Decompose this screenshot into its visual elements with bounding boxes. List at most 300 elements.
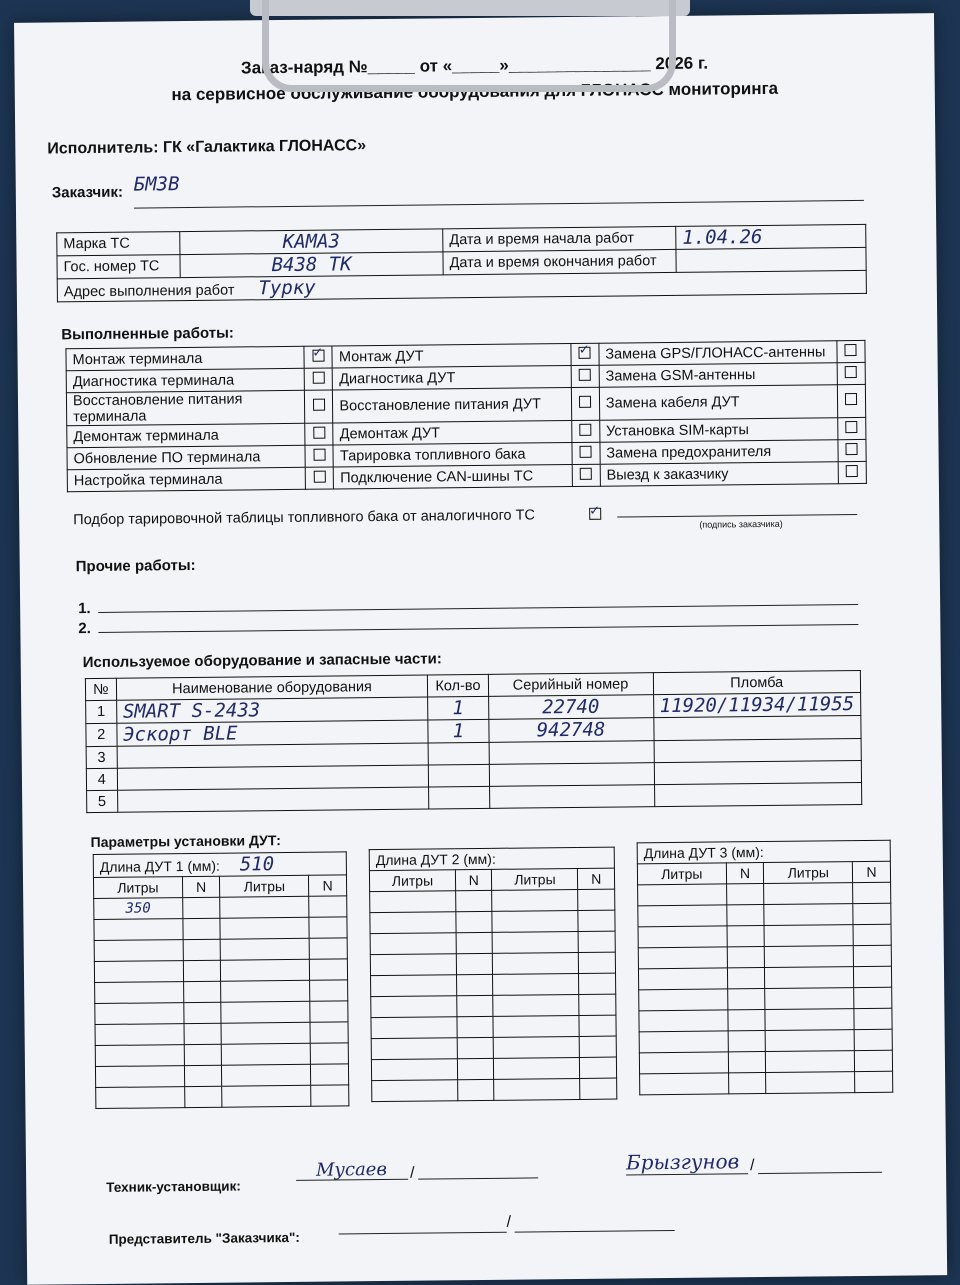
- equipment-header: Кол-во: [428, 674, 488, 697]
- dut-cell[interactable]: [94, 919, 183, 941]
- dut-cell[interactable]: [370, 891, 456, 913]
- other-item-1: 1.: [78, 600, 91, 618]
- dut-cell[interactable]: [309, 917, 347, 938]
- equipment-cell[interactable]: [117, 787, 429, 812]
- dut-cell[interactable]: [95, 1045, 184, 1067]
- dut-cell[interactable]: [309, 959, 347, 980]
- equipment-cell[interactable]: 22740: [488, 695, 653, 720]
- equipment-cell: 3: [86, 746, 117, 768]
- dut-cell[interactable]: [854, 1029, 892, 1050]
- dut-cell[interactable]: [579, 1015, 616, 1036]
- equipment-cell[interactable]: [428, 742, 488, 765]
- work-label: Выезд к заказчику: [600, 462, 838, 486]
- dut-row: [638, 903, 891, 927]
- dut-cell[interactable]: [639, 989, 728, 1011]
- dut-row: [639, 1008, 892, 1032]
- work-checkbox[interactable]: [580, 445, 592, 457]
- work-checkbox-cell: [838, 439, 866, 461]
- equipment-cell[interactable]: [653, 715, 861, 740]
- work-label: Замена GSM-антенны: [599, 363, 837, 387]
- work-order-sheet: Заказ-наряд №_____ от «_____»_______________ 2026 г. на сервисное обслуживание оборудования для ГЛОНАСС мониторинга Исполнитель: ГК «Галактика ГЛОНАСС» Заказчик: БМЗВ Марка ТС КАМАЗ Дата и время начала работ 1.04.26 Гос. номер ТС В438 ТК Дата и время окончания работ Адрес выполнения работ Турку Выполненные работы: Монтаж терминала ✓ Монтаж ДУТ ✓ Замена GPS/ГЛОНАСС-антенны Диагностика терминала Диагностика ДУТ Замена GSM-антенны Восстановление питания терминала Восстановление питания ДУТ Замена кабеля ДУТ Демонтаж терминала Демонтаж ДУТ Установка SIM-карты Обновление ПО терминала Тарировка топливного бака Замена предохранителя Настройка терминала Подключение CAN-шины ТС Выезд к заказчику Подбор тарировочной таблицы топливного бака от аналогичного ТС ✓ (подпись заказчика) Прочие работы: 1. 2. Используемое оборудование и запасные части: № Наименование оборудования Кол-во Серийный номер Пломба 1 SMART S-2433 1 22740 11920/11934/11955 2 Эскорт BLE 1 942748 3 4 5 Параметры установки ДУТ: Длина ДУТ 1 (мм): 510 Литры N Литры N 350 Длина ДУТ 2 (мм): Литры N Литры N Длина ДУТ 3 (мм): Литры N Литры N Техник-установщик: Мусаев / Брызгунов / Представитель "Заказчика": /: [14, 13, 947, 1285]
- dut-cell[interactable]: [182, 897, 220, 918]
- dut-row: [95, 980, 348, 1004]
- work-checkbox[interactable]: [845, 366, 857, 378]
- dut-cell[interactable]: [765, 988, 854, 1010]
- vehicle-info-table: [56, 224, 867, 302]
- dut-cell[interactable]: [94, 940, 183, 962]
- equipment-header: Серийный номер: [488, 673, 653, 697]
- dut-row: [94, 938, 347, 962]
- dut-length-text: Длина ДУТ 3 (мм):: [643, 844, 764, 862]
- dut-cell[interactable]: [580, 1036, 617, 1057]
- dut-cell[interactable]: [578, 931, 615, 952]
- work-checkbox-cell: [837, 340, 865, 362]
- dut-cell[interactable]: [371, 975, 457, 997]
- dut-cell[interactable]: [494, 1036, 580, 1058]
- equipment-cell[interactable]: [117, 765, 429, 790]
- dut-column-header: Литры: [93, 877, 182, 899]
- dut-cell[interactable]: [309, 938, 347, 959]
- equipment-cell[interactable]: Эскорт BLE: [117, 720, 429, 746]
- dut-cell[interactable]: [727, 989, 765, 1010]
- dut-length-label: [637, 840, 890, 864]
- dut-cell[interactable]: [183, 1002, 221, 1023]
- dut-cell[interactable]: [95, 1003, 184, 1025]
- dut-cell[interactable]: [638, 947, 727, 969]
- executor-row: [47, 137, 366, 158]
- dut-cell[interactable]: [309, 896, 347, 917]
- dut-row: [371, 973, 616, 997]
- dut-cell[interactable]: [311, 1064, 349, 1085]
- dut-cell[interactable]: [310, 1043, 348, 1064]
- equipment-cell: 4: [86, 768, 117, 790]
- work-checkbox[interactable]: [313, 371, 325, 383]
- dut-cell[interactable]: [183, 960, 221, 981]
- equipment-cell[interactable]: [489, 785, 654, 809]
- work-checkbox[interactable]: [579, 346, 591, 358]
- work-label: Демонтаж терминала: [67, 423, 306, 447]
- dut-row: [370, 889, 615, 913]
- dut-cell[interactable]: [580, 1057, 617, 1078]
- order-subtitle: на сервисное обслуживание оборудования для ГЛОНАСС мониторинга: [171, 78, 779, 105]
- dut-cell[interactable]: [493, 952, 579, 974]
- work-checkbox-cell: [305, 368, 333, 390]
- dut-cell[interactable]: [493, 1015, 579, 1037]
- dut-cell[interactable]: [458, 1079, 495, 1100]
- work-checkbox-cell: [306, 467, 334, 489]
- customer-underline: [134, 200, 864, 209]
- dut-cell[interactable]: [371, 996, 457, 1018]
- dut-cell[interactable]: [578, 910, 615, 931]
- works-title: Выполненные работы:: [61, 324, 234, 344]
- work-label: Замена предохранителя: [600, 440, 838, 464]
- dut-cell[interactable]: [456, 932, 493, 953]
- equipment-cell[interactable]: [654, 738, 862, 762]
- work-checkbox[interactable]: [580, 467, 592, 479]
- work-label: Замена кабеля ДУТ: [599, 385, 837, 420]
- dut-cell[interactable]: [728, 1010, 766, 1031]
- dut-row: [370, 952, 615, 976]
- work-checkbox-cell: [837, 362, 865, 384]
- work-checkbox[interactable]: [846, 421, 858, 433]
- work-checkbox-cell: [304, 346, 332, 368]
- work-checkbox[interactable]: [579, 396, 591, 408]
- work-checkbox-cell: [571, 343, 599, 365]
- dut-cell[interactable]: [638, 926, 727, 948]
- dut-cell[interactable]: [184, 1023, 222, 1044]
- tech-sign-line-2: [758, 1172, 882, 1174]
- dut-row: [94, 917, 347, 941]
- plate-label: Гос. номер ТС: [57, 255, 180, 279]
- dut-cell[interactable]: [638, 968, 727, 990]
- dut-cell[interactable]: [222, 1043, 311, 1065]
- order-title: Заказ-наряд №_____ от «_____»_______________ 2026 г.: [240, 53, 709, 78]
- work-checkbox-cell: [837, 384, 865, 417]
- dut-cell[interactable]: [726, 884, 764, 905]
- rep-line-1[interactable]: [339, 1232, 507, 1235]
- dut1-table: [93, 851, 350, 1109]
- dut-cell[interactable]: [494, 1078, 580, 1100]
- dut-row: [638, 945, 891, 969]
- equipment-cell[interactable]: [117, 743, 429, 768]
- equipment-header: №: [85, 678, 116, 700]
- dut-cell[interactable]: [94, 961, 183, 983]
- tech-label: Техник-установщик:: [106, 1178, 241, 1195]
- work-label: Тарировка топливного бака: [333, 443, 572, 467]
- dut-cell[interactable]: [638, 905, 727, 927]
- dut-row: [370, 931, 615, 955]
- dut-row: [638, 882, 891, 906]
- dut-cell[interactable]: [728, 1052, 766, 1073]
- equipment-cell[interactable]: [489, 741, 654, 765]
- equipment-cell[interactable]: [654, 782, 862, 806]
- work-checkbox[interactable]: [313, 448, 325, 460]
- equipment-cell[interactable]: [429, 786, 489, 809]
- dut-cell[interactable]: [221, 1022, 310, 1044]
- equipment-cell: 2: [86, 723, 117, 746]
- dut-cell[interactable]: [371, 1017, 457, 1039]
- equipment-title: Используемое оборудование и запасные части:: [82, 650, 442, 672]
- address-label: Адрес выполнения работ: [63, 282, 235, 301]
- dut-column-header: Литры: [492, 868, 578, 890]
- dut-row: [371, 1015, 616, 1039]
- dut-column-header: Литры: [764, 862, 853, 884]
- dut-cell[interactable]: [183, 981, 221, 1002]
- dut-cell[interactable]: [728, 1031, 766, 1052]
- dut-cell[interactable]: [765, 925, 854, 947]
- dut-column-header: Литры: [369, 870, 455, 892]
- tariff-checkbox[interactable]: [589, 508, 601, 520]
- work-checkbox-cell: [838, 461, 866, 483]
- dut-cell[interactable]: [492, 889, 578, 911]
- dut-cell[interactable]: [370, 933, 456, 955]
- work-checkbox-cell: [838, 417, 866, 439]
- dut-length-value[interactable]: 510: [239, 853, 275, 876]
- other-item-2: 2.: [78, 620, 91, 638]
- start-label: Дата и время начала работ: [443, 226, 676, 251]
- plate-value[interactable]: В438 ТК: [180, 252, 443, 278]
- work-checkbox[interactable]: [313, 399, 325, 411]
- work-label: Демонтаж ДУТ: [333, 421, 572, 445]
- dut-cell[interactable]: [184, 1044, 222, 1065]
- dut-cell[interactable]: [221, 959, 310, 981]
- work-label: Настройка терминала: [67, 467, 306, 491]
- dut-cell[interactable]: [638, 884, 727, 906]
- dut-row: [372, 1078, 617, 1102]
- dut-row: [95, 1064, 348, 1088]
- executor-label: Исполнитель:: [47, 139, 159, 158]
- dut-cell[interactable]: [310, 980, 348, 1001]
- dut-cell[interactable]: [494, 1057, 580, 1079]
- dut-row: [639, 987, 892, 1011]
- work-label: Восстановление питания терминала: [66, 390, 305, 425]
- dut-cell[interactable]: [579, 994, 616, 1015]
- dut-cell[interactable]: [371, 1038, 457, 1060]
- dut-cell[interactable]: [183, 939, 221, 960]
- work-checkbox-cell: [571, 365, 599, 387]
- dut-cell[interactable]: [370, 912, 456, 934]
- dut-cell[interactable]: [493, 973, 579, 995]
- work-checkbox[interactable]: [314, 470, 326, 482]
- equipment-table: [85, 670, 862, 813]
- customer-label: Заказчик:: [51, 183, 123, 202]
- dut-cell[interactable]: [728, 1072, 766, 1093]
- dut-row: [95, 1022, 348, 1046]
- end-value[interactable]: [676, 247, 866, 272]
- work-checkbox[interactable]: [580, 423, 592, 435]
- dut-cell[interactable]: [456, 911, 493, 932]
- dut-cell[interactable]: [184, 1086, 222, 1107]
- dut-cell[interactable]: [372, 1080, 458, 1102]
- dut3-table: [637, 840, 894, 1096]
- dut-cell[interactable]: [457, 1058, 494, 1079]
- dut-cell[interactable]: [853, 882, 891, 903]
- dut-column-header: N: [182, 876, 220, 897]
- tech-line-2: [418, 1177, 538, 1179]
- dut-cell[interactable]: [764, 883, 853, 905]
- dut-cell[interactable]: [854, 987, 892, 1008]
- end-label: Дата и время окончания работ: [443, 249, 676, 274]
- work-label: Монтаж терминала: [66, 346, 305, 370]
- works-table: [65, 340, 866, 492]
- work-checkbox[interactable]: [312, 349, 324, 361]
- dut-cell[interactable]: [766, 1072, 855, 1094]
- work-checkbox[interactable]: [846, 465, 858, 477]
- equipment-cell: 1: [86, 700, 117, 723]
- dut-row: [371, 994, 616, 1018]
- dut-row: [640, 1071, 893, 1095]
- rep-line-2[interactable]: [515, 1230, 675, 1233]
- dut-cell[interactable]: [183, 918, 221, 939]
- dut-row: [94, 896, 347, 920]
- dut-cell[interactable]: [765, 946, 854, 968]
- dut-cell[interactable]: [640, 1073, 729, 1095]
- dut-row: [94, 959, 347, 983]
- dut-cell[interactable]: [727, 905, 765, 926]
- dut-cell[interactable]: [457, 1016, 494, 1037]
- dut-row: [639, 1029, 892, 1053]
- dut-cell[interactable]: [853, 903, 891, 924]
- dut-cell[interactable]: [639, 1031, 728, 1053]
- tech-signature[interactable]: Брызгунов: [625, 1149, 740, 1175]
- work-checkbox-cell: [571, 387, 599, 420]
- dut-cell[interactable]: [371, 1059, 457, 1081]
- dut-cell[interactable]: [221, 938, 310, 960]
- dut-cell[interactable]: [854, 966, 892, 987]
- dut-cell[interactable]: [727, 947, 765, 968]
- dut-cell[interactable]: [95, 982, 184, 1004]
- dut-cell[interactable]: [492, 910, 578, 932]
- dut-cell[interactable]: [311, 1085, 349, 1106]
- other-line-1[interactable]: [98, 604, 858, 613]
- dut-cell[interactable]: [578, 889, 615, 910]
- customer-sign-line: [617, 514, 857, 518]
- equipment-cell[interactable]: 11920/11934/11955: [653, 692, 861, 717]
- work-label: Восстановление питания ДУТ: [333, 388, 572, 423]
- dut-cell[interactable]: [766, 1030, 855, 1052]
- dut-cell[interactable]: [639, 1010, 728, 1032]
- executor-value: ГК «Галактика ГЛОНАСС»: [162, 137, 367, 157]
- dut-cell[interactable]: [727, 968, 765, 989]
- equipment-cell: 5: [87, 790, 118, 812]
- dut-row: [96, 1085, 349, 1109]
- dut-column-header: N: [309, 875, 347, 896]
- dut-row: [639, 1050, 892, 1074]
- dut-cell[interactable]: [766, 1051, 855, 1073]
- dut-length-text: Длина ДУТ 2 (мм):: [375, 850, 496, 869]
- work-label: Диагностика ДУТ: [333, 366, 572, 390]
- dut-cell[interactable]: [853, 945, 891, 966]
- work-label: Подключение CAN-шины ТС: [334, 464, 573, 488]
- dut-row: [638, 924, 891, 948]
- work-checkbox-cell: [572, 464, 600, 486]
- dut-column-header: Литры: [637, 863, 726, 885]
- dut-cell[interactable]: [222, 1064, 311, 1086]
- other-works-title: Прочие работы:: [75, 556, 196, 576]
- work-checkbox-cell: [571, 420, 599, 442]
- dut-row: [370, 910, 615, 934]
- dut-cell[interactable]: [221, 1001, 310, 1023]
- dut-cell[interactable]: [456, 953, 493, 974]
- dut-column-header: N: [578, 868, 615, 889]
- dut-cell[interactable]: [220, 896, 309, 918]
- dut-cell[interactable]: [493, 931, 579, 953]
- dut-cell[interactable]: [639, 1052, 728, 1074]
- dut-row: [371, 1036, 616, 1060]
- dut-cell[interactable]: [310, 1001, 348, 1022]
- work-label: Обновление ПО терминала: [67, 445, 306, 469]
- work-label: Замена GPS/ГЛОНАСС-антенны: [599, 341, 837, 365]
- dut-title: Параметры установки ДУТ:: [90, 832, 281, 851]
- equipment-header: Пломба: [653, 670, 861, 694]
- dut-cell[interactable]: [855, 1050, 893, 1071]
- dut-cell[interactable]: [765, 1009, 854, 1031]
- dut-cell[interactable]: [457, 995, 494, 1016]
- work-checkbox[interactable]: [313, 426, 325, 438]
- equipment-cell[interactable]: 1: [428, 719, 488, 743]
- equipment-cell[interactable]: [654, 760, 862, 784]
- tech-name-line: [296, 1179, 408, 1181]
- dut-cell[interactable]: [456, 890, 493, 911]
- brand-label: Марка ТС: [57, 232, 180, 256]
- equipment-cell[interactable]: [489, 763, 654, 787]
- dut-row: [95, 1043, 348, 1067]
- dut-cell[interactable]: [222, 1085, 311, 1107]
- dut-row: [371, 1057, 616, 1081]
- dut-length-text: Длина ДУТ 1 (мм):: [99, 857, 220, 875]
- tech-sign-line: [626, 1173, 748, 1175]
- dut-cell[interactable]: [765, 967, 854, 989]
- dut-cell[interactable]: [95, 1066, 184, 1088]
- dut-cell[interactable]: [727, 926, 765, 947]
- dut-cell[interactable]: [310, 1022, 348, 1043]
- dut-cell[interactable]: [493, 994, 579, 1016]
- rep-label: Представитель "Заказчика":: [108, 1229, 300, 1247]
- dut-cell[interactable]: [221, 980, 310, 1002]
- dut-cell[interactable]: [457, 1037, 494, 1058]
- customer-sign-caption: (подпись заказчика): [699, 518, 783, 530]
- customer-value[interactable]: БМЗВ: [133, 173, 180, 196]
- work-checkbox-cell: [305, 445, 333, 467]
- tech-name[interactable]: Мусаев: [315, 1158, 387, 1181]
- brand-value[interactable]: КАМАЗ: [180, 229, 443, 255]
- work-checkbox-cell: [572, 442, 600, 464]
- work-checkbox-cell: [305, 423, 333, 445]
- dut-cell[interactable]: [853, 924, 891, 945]
- dut-length-label: [93, 852, 346, 878]
- equipment-cell[interactable]: SMART S-2433: [116, 697, 428, 723]
- dut-cell[interactable]: [855, 1071, 893, 1092]
- dut-cell[interactable]: [854, 1008, 892, 1029]
- dut-cell[interactable]: [220, 917, 309, 939]
- dut-row: [638, 966, 891, 990]
- work-checkbox[interactable]: [846, 443, 858, 455]
- dut-column-header: Литры: [220, 875, 309, 897]
- dut-column-header: N: [455, 869, 492, 890]
- work-checkbox[interactable]: [845, 344, 857, 356]
- dut-cell[interactable]: [456, 974, 493, 995]
- other-line-2[interactable]: [98, 624, 858, 633]
- dut-cell[interactable]: [764, 904, 853, 926]
- dut-cell[interactable]: [370, 954, 456, 976]
- work-checkbox-cell: [305, 390, 333, 423]
- work-label: Монтаж ДУТ: [332, 344, 571, 368]
- equipment-header: Наименование оборудования: [116, 675, 428, 700]
- dut-column-header: N: [726, 863, 764, 884]
- work-checkbox[interactable]: [845, 393, 857, 405]
- dut-row: [95, 1001, 348, 1025]
- dut-cell[interactable]: [96, 1087, 185, 1109]
- dut-cell[interactable]: [184, 1065, 222, 1086]
- clipboard-clip: [262, 0, 676, 92]
- start-value[interactable]: 1.04.26: [676, 224, 866, 249]
- dut-cell[interactable]: [580, 1078, 617, 1099]
- dut-cell[interactable]: 350: [94, 898, 183, 920]
- work-label: Диагностика терминала: [66, 368, 305, 392]
- equipment-cell[interactable]: 1: [428, 696, 488, 720]
- dut-cell[interactable]: [579, 952, 616, 973]
- equipment-cell[interactable]: [429, 764, 489, 787]
- dut-cell[interactable]: [95, 1024, 184, 1046]
- work-label: Установка SIM-карты: [599, 418, 837, 442]
- address-value[interactable]: Турку: [258, 276, 316, 300]
- dut-length-label: [369, 847, 614, 871]
- dut-cell[interactable]: [579, 973, 616, 994]
- work-checkbox[interactable]: [579, 368, 591, 380]
- dut2-table: [369, 847, 618, 1103]
- equipment-cell[interactable]: 942748: [488, 718, 653, 743]
- dut-column-header: N: [853, 861, 891, 882]
